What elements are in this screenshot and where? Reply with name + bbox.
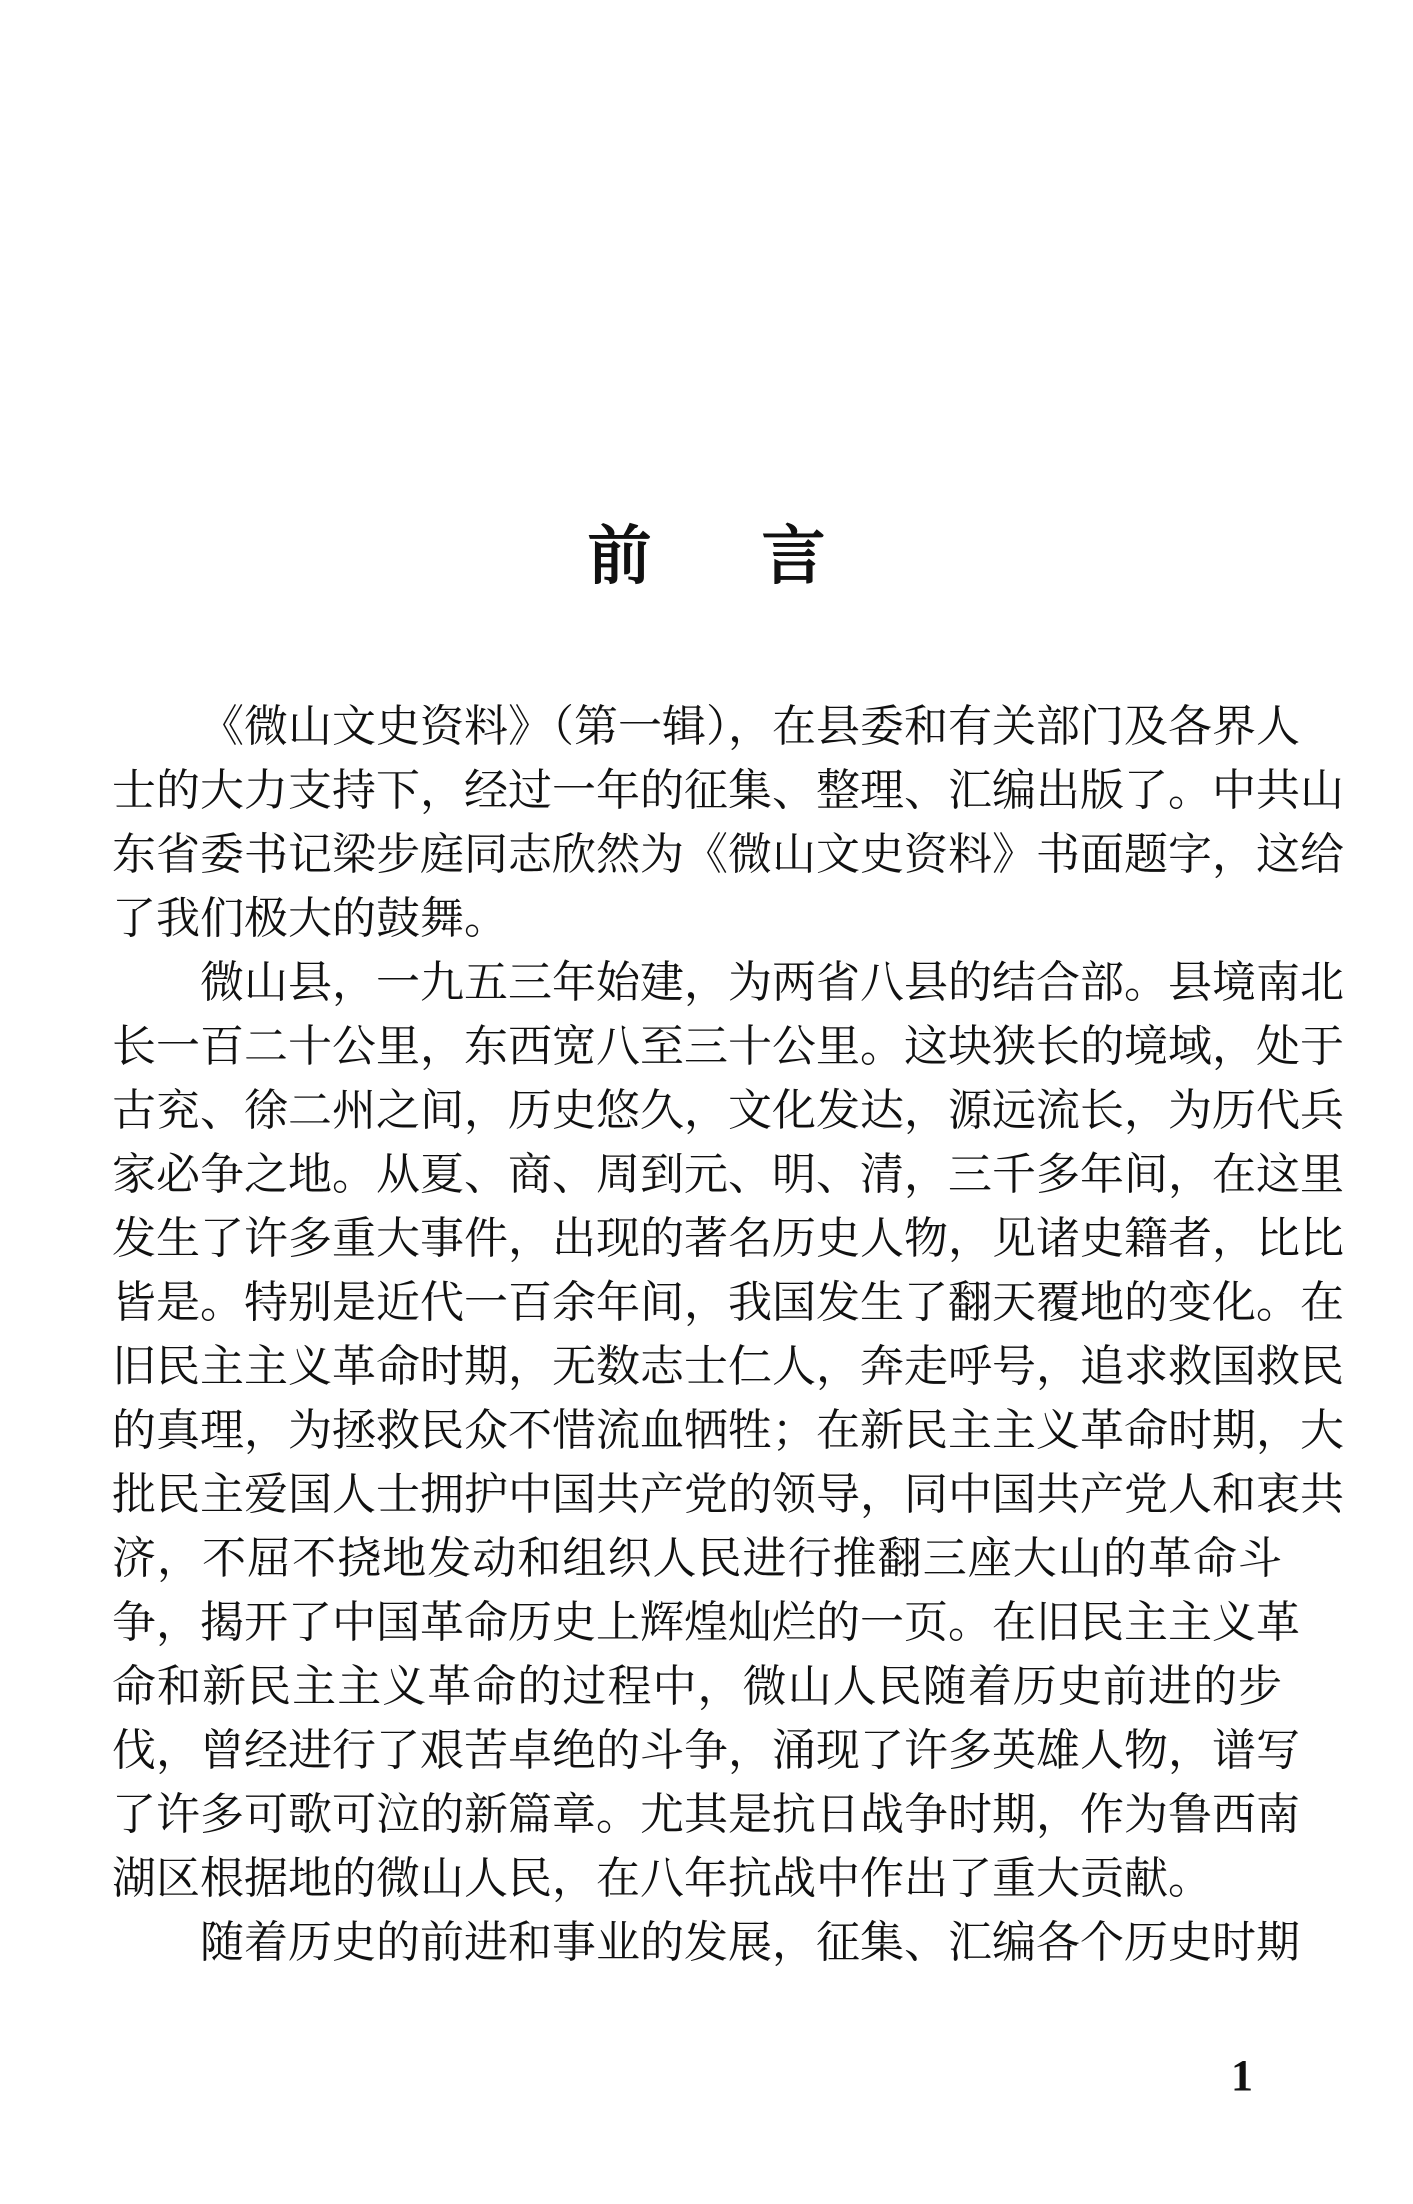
- paragraph-2-line-1: 微山县，一九五三年始建，为两省八县的结合部。县境南北: [200, 957, 1344, 1008]
- title-char-1: 前: [587, 519, 652, 594]
- page-number: 1: [1231, 2051, 1253, 2100]
- paragraph-2-line-13: 伐，曾经进行了艰苦卓绝的斗争，涌现了许多英雄人物，谱写: [112, 1725, 1300, 1776]
- title-char-2: 言: [761, 519, 826, 594]
- paragraph-1-line-4: 了我们极大的鼓舞。: [112, 893, 508, 944]
- paragraph-2-line-7: 旧民主主义革命时期，无数志士仁人，奔走呼号，追求救国救民: [112, 1341, 1344, 1392]
- paragraph-2-line-15: 湖区根据地的微山人民，在八年抗战中作出了重大贡献。: [112, 1853, 1212, 1904]
- paragraph-2-line-3: 古兖、徐二州之间，历史悠久，文化发达，源远流长，为历代兵: [112, 1085, 1344, 1136]
- paragraph-1-line-1: 《微山文史资料》（第一辑），在县委和有关部门及各界人: [200, 701, 1300, 752]
- paragraph-2-line-12: 命和新民主主义革命的过程中，微山人民随着历史前进的步: [112, 1661, 1282, 1712]
- paragraph-2-line-8: 的真理，为拯救民众不惜流血牺牲；在新民主主义革命时期，大: [112, 1405, 1344, 1456]
- paragraph-2-line-10: 济，不屈不挠地发动和组织人民进行推翻三座大山的革命斗: [112, 1533, 1282, 1584]
- paragraph-2-line-6: 皆是。特别是近代一百余年间，我国发生了翻天覆地的变化。在: [112, 1277, 1344, 1328]
- body-text: [112, 695, 1344, 1975]
- page-title: [0, 519, 1413, 594]
- paragraph-1-line-3: 东省委书记梁步庭同志欣然为《微山文史资料》书面题字，这给: [112, 829, 1344, 880]
- paragraph-2-line-2: 长一百二十公里，东西宽八至三十公里。这块狭长的境域，处于: [112, 1021, 1344, 1072]
- paragraph-2-line-11: 争，揭开了中国革命历史上辉煌灿烂的一页。在旧民主主义革: [112, 1597, 1300, 1648]
- paragraph-1-line-2: 士的大力支持下，经过一年的征集、整理、汇编出版了。中共山: [112, 765, 1344, 816]
- paragraph-2-line-14: 了许多可歌可泣的新篇章。尤其是抗日战争时期，作为鲁西南: [112, 1789, 1300, 1840]
- paragraph-3-line-1: 随着历史的前进和事业的发展，征集、汇编各个历史时期: [200, 1917, 1300, 1968]
- paragraph-2-line-4: 家必争之地。从夏、商、周到元、明、清，三千多年间，在这里: [112, 1149, 1344, 1200]
- paragraph-2-line-9: 批民主爱国人士拥护中国共产党的领导，同中国共产党人和衷共: [112, 1469, 1344, 1520]
- paragraph-2-line-5: 发生了许多重大事件，出现的著名历史人物，见诸史籍者，比比: [112, 1213, 1344, 1264]
